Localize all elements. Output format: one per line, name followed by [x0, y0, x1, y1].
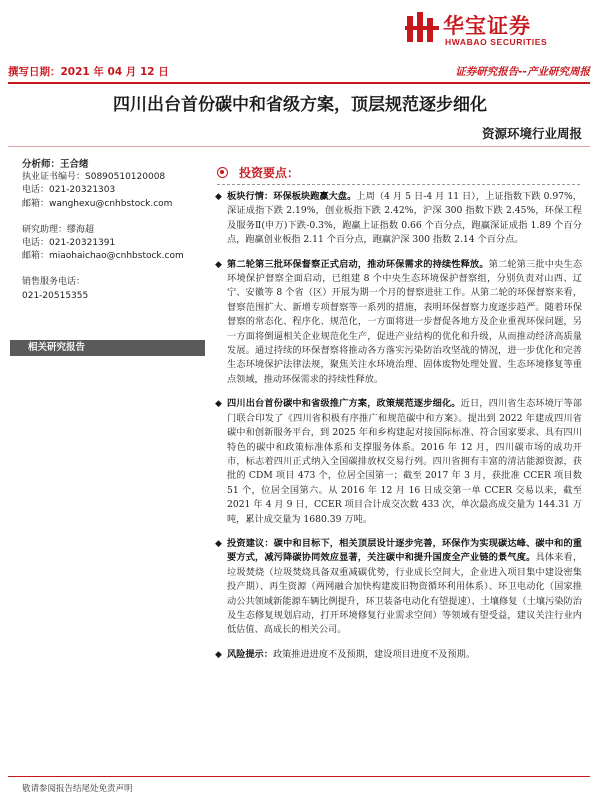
- hwabao-logo-icon: [405, 10, 439, 44]
- paragraph-risk: ◆ 风险提示：政策推进进度不及预期，建设项目进度不及预期。: [215, 648, 582, 662]
- footer-divider: [8, 776, 590, 777]
- brand-name-cn: 华宝证券: [443, 14, 531, 38]
- sales-label: 销售服务电话：: [22, 277, 86, 288]
- report-subtitle: 资源环境行业周报: [481, 126, 582, 141]
- analyst-cert: 执业证书编号：S0890510120008: [22, 172, 166, 183]
- diamond-bullet-icon: ◆: [215, 649, 222, 660]
- paragraph-inspection: ◆ 第二轮第三批环保督察正式启动，推动环保需求的持续性释放。第二轮第三批中央生态环境保护督察全面启动，已组建 8 个中央生态环境保护督察组，分别负责对山西、辽宁、安徽等 8 个省（区）开展为期一个月的督察进驻工作。从第二轮的环保督察来看，督察范围扩大、新增专项督察等一系列的措施，表明环保督察力度逐步趋严。随着环保督察的常态化、程序化、规范化，一方面将进一步督促各地方及企业重视环保问题，另一方面将倒逼相关企业规范化生产，促进产业结构的优化和升级，从而推动经济高质量发展。通过持续的环保督察将推动各方落实污染防治攻坚战的情况，进一步优化和完善生态环境保护法律法规，聚焦关注水环境治理、固体废物处理处置、生态环境修复等重点领域，推动环保需求的持续性释放。: [215, 258, 583, 385]
- paragraph-advice: ◆ 投资建议：碳中和目标下，相关顶层设计逐步完善，环保作为实现碳达峰、碳中和的重要方式，减污降碳协同效应显著，关注碳中和提升国废全产业链的景气度。具体来看，垃圾焚烧（垃圾焚烧具备双重减碳优势，行业成长空间大，企业进入项目集中建设密集投产期）、再生资源（两网融合加快构建废旧物资循环利用体系）、环卫电动化（国家推动公共领域新能源车辆比例提升，环卫装备电动化有望提速）、土壤修复（土壤污染防治及生态修复规划启动，打开环境修复行业需求空间）等领域有望受益，建议关注行业内低估值、高成长的相关公司。: [215, 537, 583, 636]
- header-divider: [8, 82, 590, 84]
- assistant-email[interactable]: 邮箱：miaohaichao@cnhbstock.com: [22, 251, 184, 262]
- analyst-phone: 电话：021-20321303: [22, 185, 116, 196]
- report-date: 撰写日期：2021 年 04 月 12 日: [8, 66, 169, 78]
- diamond-bullet-icon: ◆: [215, 192, 222, 202]
- analyst-name: 分析师：王合绪: [22, 159, 89, 170]
- brand-logo: [405, 8, 587, 48]
- diamond-bullet-icon: ◆: [215, 538, 222, 549]
- invest-heading: [217, 166, 577, 180]
- brand-name-en: HWABAO SECURITIES: [445, 37, 548, 47]
- paragraph-market: ◆ 板块行情：环保板块跑赢大盘。上周（4 月 5 日-4 月 11 日），上证指数下跌 0.97%，深证成指下跌 2.19%，创业板指下跌 2.42%，沪深 300 指数下跌 2.45%，环保工程及服务Ⅱ(申万)下跌-0.3%，跑赢上证指数 0.66 个百分点，跑赢深证成指 1.89 个百分点，跑赢创业板指 2.11 个百分点，跑赢沪深 300 指数 2.14 个百分点。: [215, 191, 582, 246]
- assistant-phone: 电话：021-20321391: [22, 238, 116, 249]
- analyst-sidebar: [22, 158, 202, 303]
- report-title: 四川出台首份碳中和省级方案，顶层规范逐步细化: [113, 95, 487, 115]
- invest-heading-label: 投资要点：: [239, 166, 300, 180]
- bullseye-icon: [217, 167, 228, 178]
- assistant-name: 研究助理：缪海超: [22, 224, 95, 235]
- related-reports-header: 相关研究报告: [10, 340, 205, 356]
- title-divider: [8, 146, 590, 147]
- disclaimer-note: 敬请参阅报告结尾处免责声明: [22, 784, 133, 794]
- key-points: [215, 190, 582, 672]
- paragraph-sichuan: ◆ 四川出台首份碳中和省级推广方案，政策规范逐步细化。近日，四川省生态环境厅等部门联合印发了《四川省积极有序推广和规范碳中和方案》。提出到 2022 年建成四川省碳中和创新服务平台，到 2025 年和乡构建起对接国际标准、符合国家要求、具有四川特色的碳中和政策标准体系和支撑服务体系。2016 年 12 月，四川碳市场的成功开市，标志着四川正式纳入全国碳排放权交易行列。四川省拥有丰富的清洁能源资源，获批的 CDM 项目 473 个，位居全国第一；截至 2017 年 3 月，获批准 CCER 项目数 51 个，位居全国第六。从 2016 年 12 月 16 日成交第一单 CCER 交易以来，截至 2021 年 4 月 9 日，CCER 项目合计成交次数 433 次，单次最高成交量为 144.31 万吨，累计成交量为 1680.39 万吨。: [215, 398, 582, 525]
- analyst-email[interactable]: 邮箱：wanghexu@cnhbstock.com: [22, 198, 173, 209]
- report-meta-line: [8, 64, 590, 80]
- sales-phone: 021-20515355: [22, 290, 89, 301]
- diamond-bullet-icon: ◆: [215, 399, 222, 410]
- invest-divider: [217, 184, 580, 185]
- diamond-bullet-icon: ◆: [215, 259, 222, 270]
- report-type: 证券研究报告--产业研究周报: [455, 66, 590, 78]
